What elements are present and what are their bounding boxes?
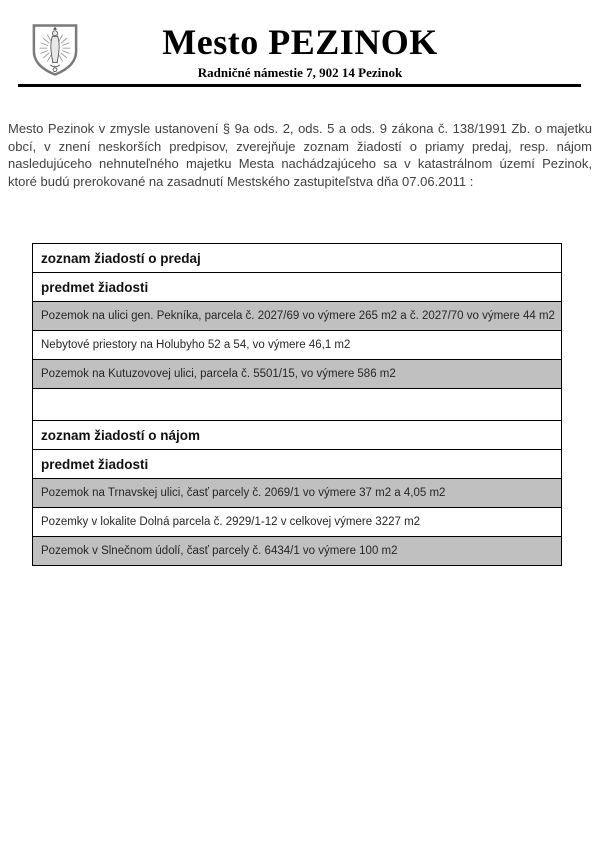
section-title-najom: zoznam žiadostí o nájom: [33, 421, 562, 450]
announcement-paragraph: Mesto Pezinok v zmysle ustanovení § 9a ods. 2, ods. 5 a ods. 9 zákona č. 138/1991 Zb. o majetku obcí, v znení neskorších predpisov, zverejňuje zoznam žiadostí o priamy predaj, resp. nájom nasledujúceho nehnuteľného majetku Mesta nachádzajúceho sa v katastrálnom území Pezinok, ktoré budú prerokované na zasadnutí Mestského zastupiteľstva dňa 07.06.2011 :: [8, 121, 592, 189]
list-item: Pozemok na ulici gen. Pekníka, parcela č. 2027/69 vo výmere 265 m2 a č. 2027/70 vo výmere 44 m2: [33, 302, 562, 331]
table-row: [33, 331, 562, 360]
page-title: Mesto PEZINOK: [162, 22, 438, 62]
list-item: Pozemok v Slnečnom údolí, časť parcely č. 6434/1 vo výmere 100 m2: [33, 537, 562, 566]
empty-cell: [33, 389, 562, 421]
org-address: Radničné námestie 7, 902 14 Pezinok: [197, 65, 403, 80]
section-title-predaj: zoznam žiadostí o predaj: [33, 244, 562, 273]
column-header: predmet žiadosti: [33, 273, 562, 302]
requests-table: [32, 243, 562, 566]
list-item: Nebytové priestory na Holubyho 52 a 54, vo výmere 46,1 m2: [33, 331, 562, 360]
table-row: [33, 360, 562, 389]
table-row: [33, 421, 562, 450]
table-row: [33, 450, 562, 479]
table-row: [33, 244, 562, 273]
list-item: Pozemky v lokalite Dolná parcela č. 2929/1-12 v celkovej výmere 3227 m2: [33, 508, 562, 537]
table-row: [33, 508, 562, 537]
list-item: Pozemok na Trnavskej ulici, časť parcely č. 2069/1 vo výmere 37 m2 a 4,05 m2: [33, 479, 562, 508]
table-row: [33, 273, 562, 302]
table-row: [33, 302, 562, 331]
table-row: [33, 537, 562, 566]
table-row: [33, 479, 562, 508]
spacer-row: [33, 389, 562, 421]
column-header: predmet žiadosti: [33, 450, 562, 479]
letterhead-divider: [18, 84, 581, 87]
list-item: Pozemok na Kutuzovovej ulici, parcela č. 5501/15, vo výmere 586 m2: [33, 360, 562, 389]
